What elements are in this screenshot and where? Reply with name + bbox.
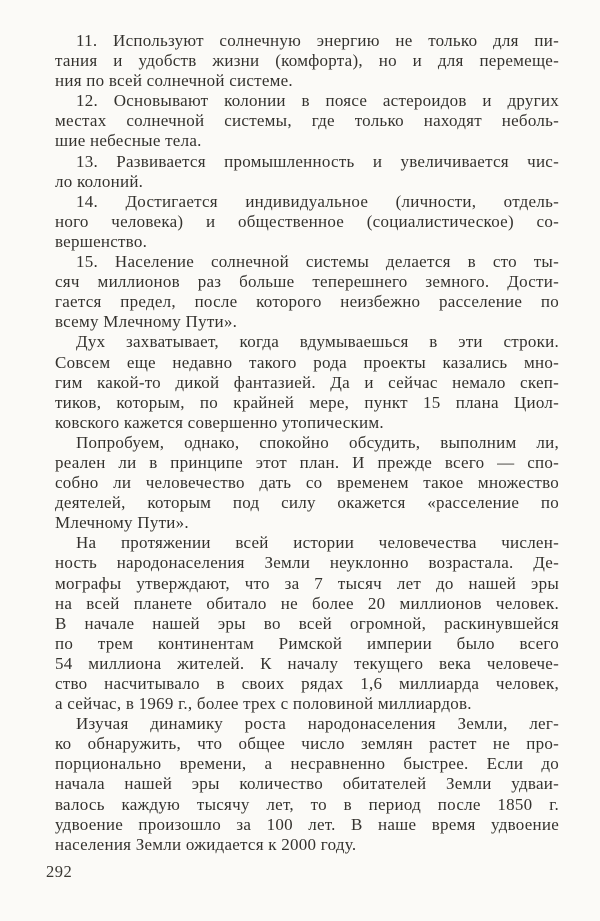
text-line: на всей планете обитало не более 20 миллионов человек.	[55, 593, 559, 613]
text-line: Изучая динамику роста народонаселения Земли, лег-	[76, 714, 559, 734]
text-line: Попробуем, однако, спокойно обсудить, выполним ли,	[76, 432, 559, 452]
text-line: 12. Основывают колонии в поясе астероидов и других	[76, 91, 559, 111]
text-line: гим какой-то дикой фантазией. Да и сейчас немало скеп-	[55, 372, 559, 392]
paragraph	[55, 332, 559, 432]
text-line: ло колоний.	[55, 171, 144, 191]
text-line: На протяжении всей истории человечества числен-	[76, 533, 559, 553]
paragraph	[55, 714, 559, 855]
text-line: валось каждую тысячу лет, то в период после 1850 г.	[55, 794, 559, 814]
paragraph	[55, 31, 559, 91]
text-line: Совсем еще недавно такого рода проекты казались мно-	[55, 352, 559, 372]
paragraph	[55, 533, 559, 714]
text-line: собно ли человечество дать со временем такое множество	[55, 473, 559, 493]
text-line: тания и удобств жизни (комфорта), но и для перемеще-	[55, 51, 559, 71]
page-number: 292	[46, 862, 73, 881]
text-line: населения Земли ожидается к 2000 году.	[55, 834, 357, 854]
text-line: сяч миллионов раз больше теперешнего земного. Дости-	[55, 272, 559, 292]
paragraph	[55, 152, 559, 192]
paragraph	[55, 192, 559, 252]
text-line: порционально времени, а несравненно быстрее. Если до	[55, 754, 559, 774]
text-line: Дух захватывает, когда вдумываешься в эти строки.	[76, 332, 559, 352]
text-line: 14. Достигается индивидуальное (личности, отдель-	[76, 191, 559, 211]
text-line: ность народонаселения Земли неуклонно возрастала. Де-	[55, 553, 559, 573]
text-line: вершенство.	[55, 231, 148, 251]
text-line: В начале нашей эры во всей огромной, раскинувшейся	[55, 613, 559, 633]
text-line: тиков, которым, по крайней мере, пункт 15 плана Циол-	[55, 392, 559, 412]
text-line: 54 миллиона жителей. К началу текущего века человече-	[55, 653, 559, 673]
text-line: ния по всей солнечной системе.	[55, 71, 293, 91]
paragraph	[55, 91, 559, 151]
text-line: Млечному Пути».	[55, 513, 189, 533]
text-line: шие небесные тела.	[55, 131, 202, 151]
text-line: гается предел, после которого неизбежно расселение по	[55, 292, 559, 312]
text-line: ного человека) и общественное (социалистическое) со-	[55, 211, 559, 231]
text-line: реален ли в принципе этот план. И прежде всего — спо-	[55, 452, 559, 472]
text-line: всему Млечному Пути».	[55, 312, 238, 332]
text-line: мографы утверждают, что за 7 тысяч лет до нашей эры	[55, 573, 559, 593]
text-line: 13. Развивается промышленность и увеличивается чис-	[76, 151, 559, 171]
text-line: удвоение произошло за 100 лет. В наше время удвоение	[55, 814, 559, 834]
text-line: по трем континентам Римской империи было всего	[55, 633, 559, 653]
text-line: ко обнаружить, что общее число землян растет не про-	[55, 734, 559, 754]
text-line: 15. Население солнечной системы делается в сто ты-	[76, 252, 559, 272]
text-line: а сейчас, в 1969 г., более трех с половиной миллиардов.	[55, 694, 472, 714]
text-line: деятелей, которым под силу окажется «расселение по	[55, 493, 559, 513]
text-line: ковского кажется совершенно утопическим.	[55, 412, 384, 432]
page-text	[55, 31, 559, 855]
text-line: 11. Используют солнечную энергию не только для пи-	[76, 31, 559, 50]
paragraph	[55, 433, 559, 533]
text-line: ство насчитывало в своих рядах 1,6 миллиарда человек,	[55, 674, 559, 693]
paragraph	[55, 252, 559, 332]
text-line: начала нашей эры количество обитателей Земли удваи-	[55, 774, 559, 794]
text-line: местах солнечной системы, где только находят неболь-	[55, 111, 559, 131]
